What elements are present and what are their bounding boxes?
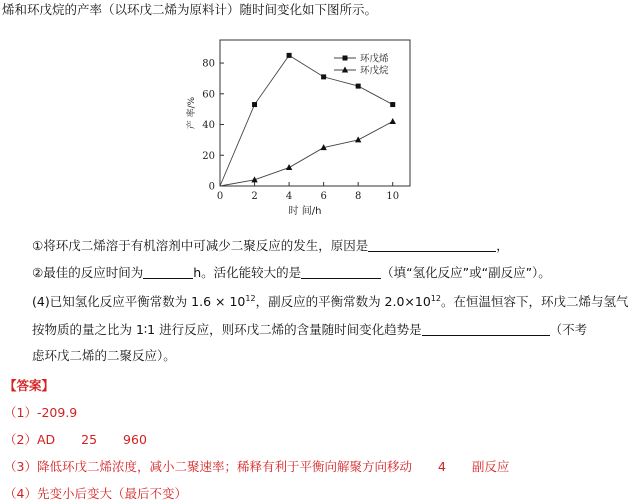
y-tick-label: 60 <box>202 89 215 101</box>
question-1a <box>32 236 509 254</box>
legend-marker-1 <box>342 67 348 73</box>
q4-exponent-2: 12 <box>430 294 441 303</box>
series-0-point <box>252 102 257 107</box>
question-1a-text: ①将环戊二烯溶于有机溶剂中可减少二聚反应的发生，原因是 <box>32 238 369 253</box>
series-line-1 <box>220 121 393 186</box>
question-1a-end: ， <box>496 238 509 253</box>
answer-2-value-2: 960 <box>123 432 147 447</box>
series-1-point <box>390 118 396 124</box>
legend-marker-0 <box>343 56 348 61</box>
q4-text-c: 。在恒温恒容下，环戊二烯与氢气 <box>441 294 629 309</box>
y-tick-label: 0 <box>208 181 215 193</box>
y-tick-label: 20 <box>202 150 215 162</box>
q4-text-b: ，副反应的平衡常数为 2.0×10 <box>255 294 431 309</box>
answer-1: （1）-209.9 <box>4 405 78 420</box>
answer-3-value-2: 副反应 <box>471 459 510 474</box>
series-0-point <box>390 102 395 107</box>
legend-label-0: 环戊烯 <box>360 53 389 65</box>
series-1-point <box>286 164 292 170</box>
answer-blank-1[interactable] <box>368 239 496 252</box>
series-0-point <box>321 74 326 79</box>
y-tick-label: 80 <box>202 58 215 70</box>
answer-blank-3[interactable] <box>301 266 381 279</box>
x-tick-label: 6 <box>320 191 327 202</box>
series-0-point <box>287 53 292 58</box>
answer-2 <box>4 430 147 448</box>
question-4-line2 <box>32 320 587 338</box>
chart-legend <box>334 53 389 77</box>
question-1b <box>32 263 551 281</box>
x-tick-label: 4 <box>285 191 293 202</box>
x-tick-label: 8 <box>354 191 362 202</box>
q4-line2-text: 按物质的量之比为 1∶1 进行反应，则环戊二烯的含量随时间变化趋势是 <box>32 322 422 337</box>
question-1b-text-a: ②最佳的反应时间为 <box>32 265 144 280</box>
yield-chart <box>180 26 420 226</box>
answer-4: （4）先变小后变大（最后不变） <box>4 486 187 501</box>
q4-text-a: (4)已知氢化反应平衡常数为 1.6 × 10 <box>32 294 246 309</box>
question-1b-text-c: （填“氢化反应”或“副反应”）。 <box>381 265 551 280</box>
x-tick-label: 10 <box>386 191 400 202</box>
question-4-line1 <box>32 292 629 310</box>
question-4-line3: 虑环戊二烯的二聚反应）。 <box>32 348 176 363</box>
series-1-point <box>355 136 361 142</box>
answer-3-text: （3）降低环戊二烯浓度，减小二聚速率；稀释有利于平衡向解聚方向移动 <box>4 459 412 474</box>
x-axis-label: 时 间/h <box>288 206 322 217</box>
series-0-point <box>356 84 361 89</box>
intro-text: 烯和环戊烷的产率（以环戊二烯为原料计）随时间变化如下图所示。 <box>2 2 378 17</box>
answer-3-value-1: 4 <box>437 459 446 474</box>
q4-exponent-1: 12 <box>245 294 256 303</box>
question-1b-text-b: h。活化能较大的是 <box>193 265 302 280</box>
answer-2-value-1: 25 <box>81 432 98 447</box>
x-tick-label: 0 <box>216 191 224 202</box>
legend-label-1: 环戊烷 <box>360 65 389 77</box>
answer-blank-2[interactable] <box>143 266 193 279</box>
answer-3 <box>4 457 509 475</box>
answer-header: 【答案】 <box>4 378 55 393</box>
x-tick-label: 2 <box>251 191 258 202</box>
answer-blank-4[interactable] <box>422 323 550 336</box>
answer-2-label: （2）AD <box>4 432 56 447</box>
y-tick-label: 40 <box>202 120 215 132</box>
q4-line2-end: （不考 <box>549 322 588 337</box>
y-axis-label: 产 率/% <box>187 96 197 130</box>
